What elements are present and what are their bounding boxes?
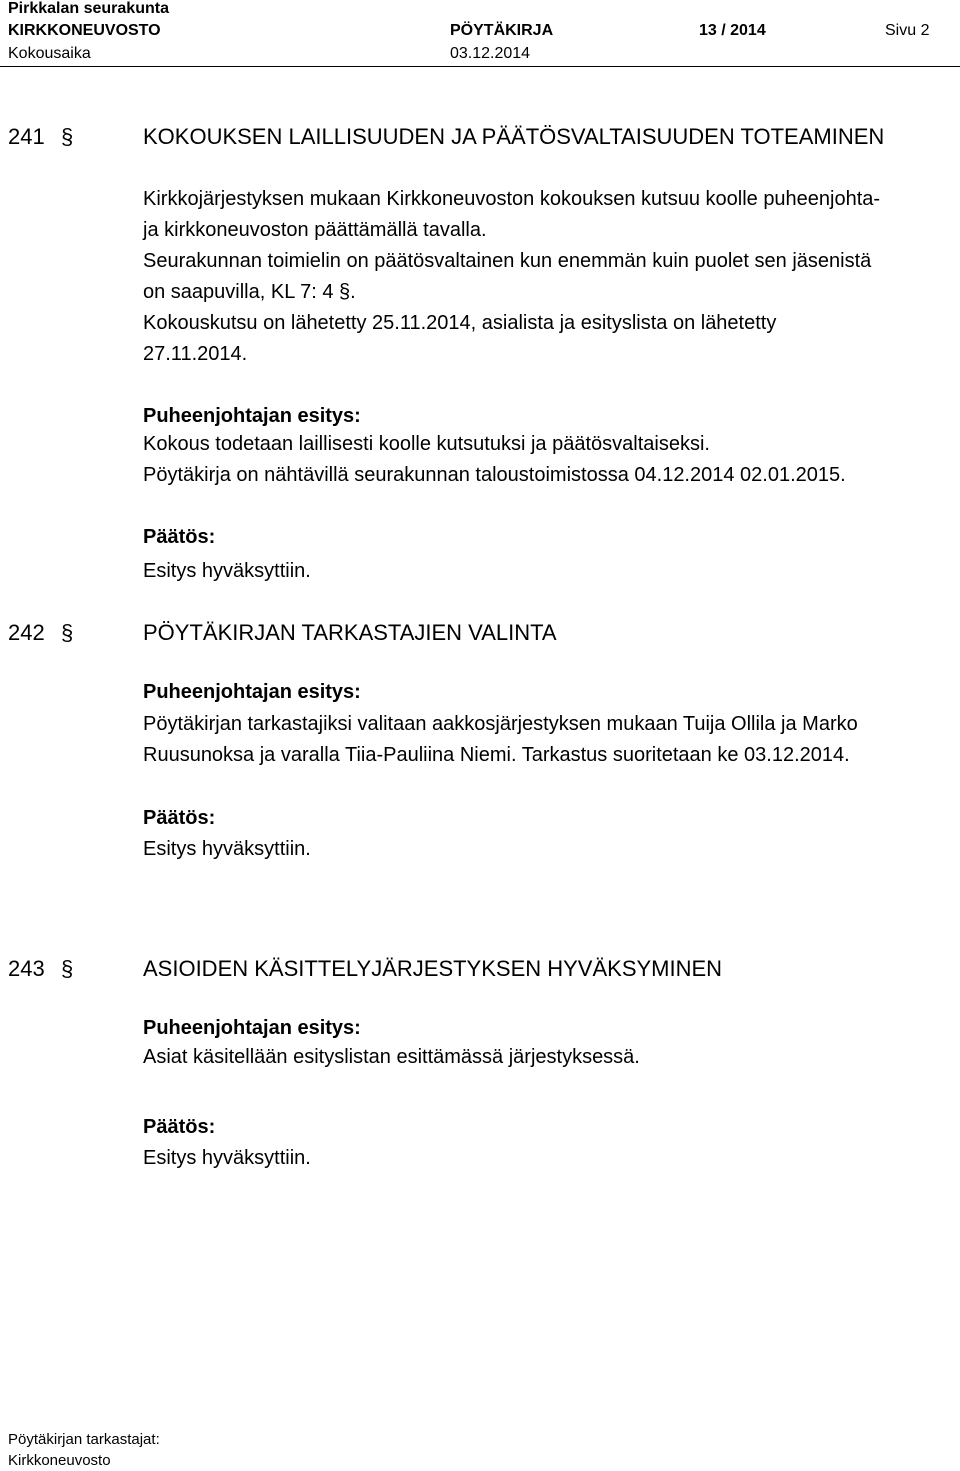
header-date-label: Kokousaika (8, 45, 91, 62)
body-line: ja kirkkoneuvoston päättämällä tavalla. (143, 219, 487, 241)
header-doc-type: PÖYTÄKIRJA (450, 22, 554, 39)
header-divider (0, 66, 960, 67)
section-241-decision-label: Päätös: (143, 526, 216, 548)
section-241-decision: Esitys hyväksyttiin. (143, 560, 311, 582)
section-241-proposal-label: Puheenjohtajan esitys: (143, 405, 361, 427)
proposal-line: Kokous todetaan laillisesti koolle kutsutuksi ja päätösvaltaiseksi. (143, 433, 710, 455)
header-doc-number: 13 / 2014 (699, 22, 766, 39)
body-line: Kokouskutsu on lähetetty 25.11.2014, asialista ja esityslista on lähetetty (143, 312, 777, 334)
section-242-number: 242 (8, 620, 45, 645)
header-page-number: Sivu 2 (885, 22, 930, 39)
section-242-title: PÖYTÄKIRJAN TARKASTAJIEN VALINTA (143, 620, 557, 645)
section-242-proposal (143, 709, 943, 771)
section-241-body (143, 184, 943, 370)
body-line: Seurakunnan toimielin on päätösvaltainen kun enemmän kuin puolet sen jäsenistä (143, 250, 872, 272)
body-line: Kirkkojärjestyksen mukaan Kirkkoneuvoston kokouksen kutsuu koolle puheenjohta- (143, 188, 881, 210)
section-241-number: 241 (8, 124, 45, 149)
footer-body-name: Kirkkoneuvosto (8, 1452, 111, 1469)
section-242-decision-label: Päätös: (143, 807, 216, 829)
proposal-line: Pöytäkirja on nähtävillä seurakunnan taloustoimistossa 04.12.2014 02.01.2015. (143, 464, 846, 486)
section-242-proposal-label: Puheenjohtajan esitys: (143, 681, 361, 703)
section-243-number: 243 (8, 956, 45, 981)
section-243-decision: Esitys hyväksyttiin. (143, 1147, 311, 1169)
section-243-symbol: § (61, 956, 74, 981)
section-243-title: ASIOIDEN KÄSITTELYJÄRJESTYKSEN HYVÄKSYMINEN (143, 956, 723, 981)
proposal-line: Pöytäkirjan tarkastajiksi valitaan aakkosjärjestyksen mukaan Tuija Ollila ja Marko (143, 713, 858, 735)
section-241-symbol: § (61, 124, 74, 149)
section-243-decision-label: Päätös: (143, 1116, 216, 1138)
section-241-title: KOKOUKSEN LAILLISUUDEN JA PÄÄTÖSVALTAISUUDEN TOTEAMINEN (143, 124, 885, 149)
proposal-line: Asiat käsitellään esityslistan esittämässä järjestyksessä. (143, 1046, 640, 1068)
proposal-line: Ruusunoksa ja varalla Tiia-Pauliina Niemi. Tarkastus suoritetaan ke 03.12.2014. (143, 744, 850, 766)
footer-reviewers-label: Pöytäkirjan tarkastajat: (8, 1431, 160, 1448)
section-241-proposal (143, 429, 943, 491)
header-org: Pirkkalan seurakunta (8, 0, 169, 17)
header-date: 03.12.2014 (450, 45, 531, 62)
section-242-symbol: § (61, 620, 74, 645)
header-body-name: KIRKKONEUVOSTO (8, 22, 161, 39)
section-243-proposal (143, 1042, 943, 1073)
section-242-decision: Esitys hyväksyttiin. (143, 838, 311, 860)
section-243-proposal-label: Puheenjohtajan esitys: (143, 1017, 361, 1039)
body-line: on saapuvilla, KL 7: 4 §. (143, 281, 356, 303)
body-line: 27.11.2014. (143, 343, 248, 365)
